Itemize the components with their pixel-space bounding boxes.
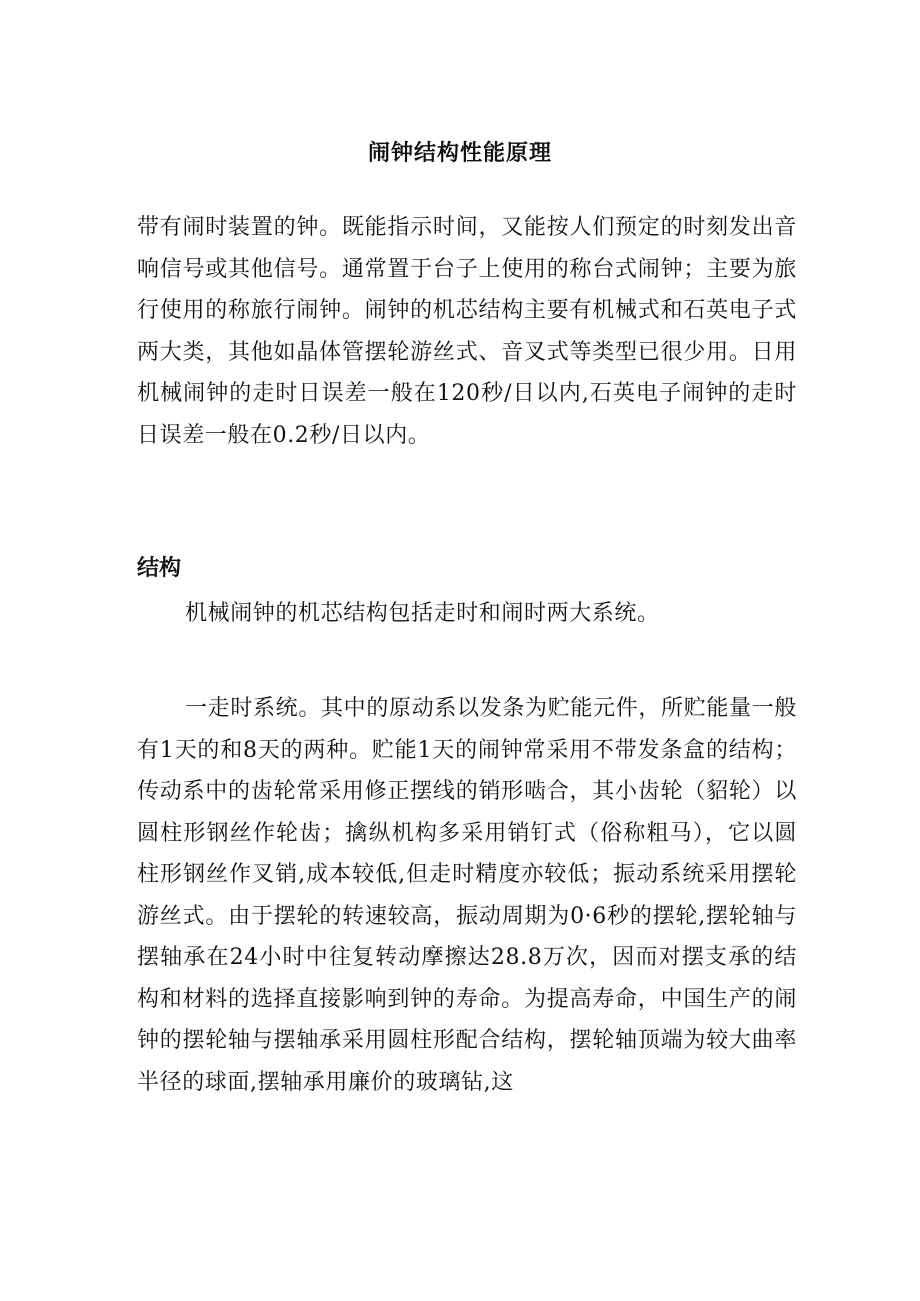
timekeeping-system-paragraph: 一走时系统。其中的原动系以发条为贮能元件，所贮能量一般有1天的和8天的两种。贮能1天的闹钟常采用不带发条盒的结构；传动系中的齿轮常采用修正摆线的销形啮合，其小齿轮（貂轮）以圆柱形钢丝作轮齿；擒纵机构多采用销钉式（俗称粗马），它以圆柱形钢丝作叉销,成本较低,但走时精度亦较低；振动系统采用摆轮游丝式。由于摆轮的转速较高，振动周期为0·6秒的摆轮,摆轮轴与摆轴承在24小时中往复转动摩擦达28.8万次，因而对摆支承的结构和材料的选择直接影响到钟的寿命。为提高寿命，中国生产的闹钟的摆轮轴与摆轴承采用圆柱形配合结构，摆轮轴顶端为较大曲率半径的球面,摆轴承用廉价的玻璃钻,这 (137, 696, 797, 1095)
section-intro-paragraph: 机械闹钟的机芯结构包括走时和闹时两大系统。 (185, 601, 660, 626)
section-heading: 结构 (137, 555, 182, 581)
intro-paragraph: 带有闹时装置的钟。既能指示时间，又能按人们预定的时刻发出音响信号或其他信号。通常置于台子上使用的称台式闹钟；主要为旅行使用的称旅行闹钟。闹钟的机芯结构主要有机械式和石英电子式两大类，其他如晶体管摆轮游丝式、音叉式等类型已很少用。日用机械闹钟的走时日误差一般在120秒/日以内,石英电子闹钟的走时日误差一般在0.2秒/日以内。 (137, 215, 797, 448)
document-title: 闹钟结构性能原理 (367, 139, 552, 166)
